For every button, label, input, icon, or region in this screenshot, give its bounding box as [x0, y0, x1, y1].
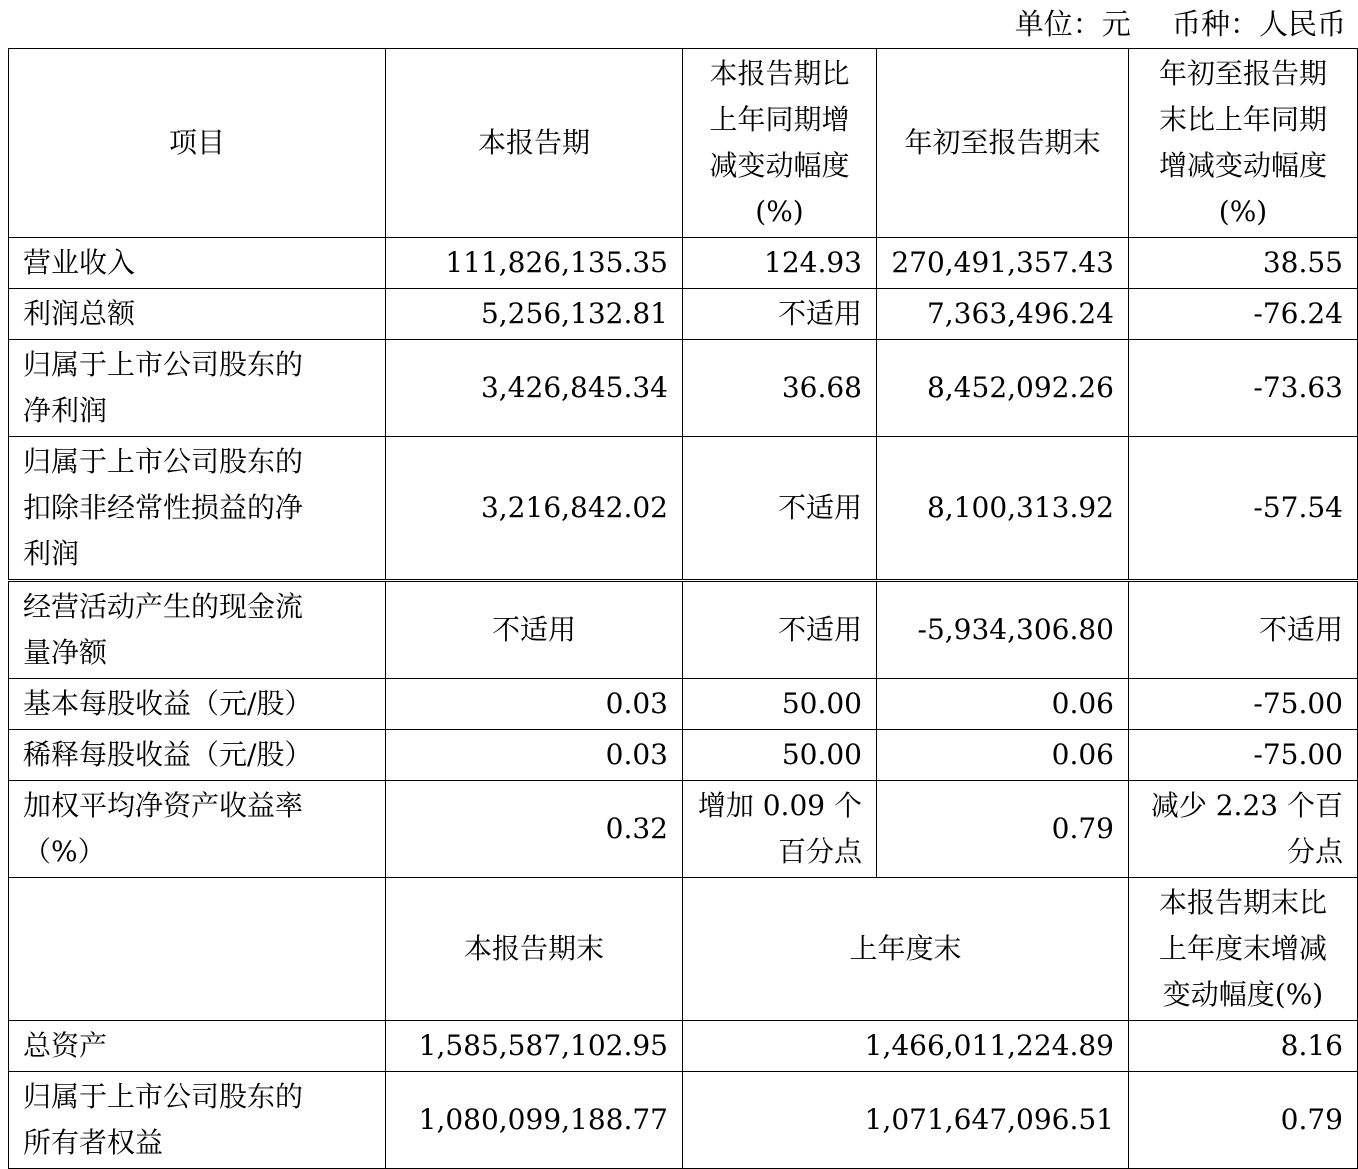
- cell-text: 增减变动幅度: [1158, 149, 1327, 182]
- row-ytd-change: [1129, 340, 1358, 437]
- row-ytd-change: [1129, 238, 1358, 289]
- cell-text: 270,491,357.43: [891, 246, 1114, 279]
- row-current: [386, 289, 683, 340]
- cell-text: 38.55: [1262, 246, 1343, 279]
- row-ytd: [877, 289, 1129, 340]
- cell-text: -57.54: [1253, 491, 1343, 524]
- table-row: [9, 437, 1358, 581]
- row-current-change: [683, 238, 877, 289]
- cell-text: 不适用: [1258, 613, 1343, 646]
- cell-text: 基本每股收益（元/股）: [23, 687, 313, 720]
- cell-text: 经营活动产生的现金流: [23, 590, 304, 623]
- cell-text: 净利润: [23, 394, 108, 427]
- cell-text: 8.16: [1280, 1029, 1343, 1062]
- row-current-change: [683, 730, 877, 781]
- row-current-change: [683, 581, 877, 679]
- table-row: [9, 679, 1358, 730]
- row-current-change: [683, 437, 877, 581]
- header2-change: [1129, 878, 1358, 1021]
- row-label: [9, 581, 386, 679]
- cell-text: 上年度末: [849, 932, 962, 965]
- cell-text: 1,071,647,096.51: [864, 1103, 1114, 1136]
- row-current: [386, 340, 683, 437]
- cell-text: 不适用: [491, 613, 576, 646]
- cell-text: 0.32: [605, 812, 668, 845]
- cell-text: 不适用: [777, 491, 862, 524]
- cell-text: 减变动幅度: [709, 149, 850, 182]
- cell-text: 0.79: [1051, 812, 1114, 845]
- table-body: [9, 49, 1358, 1169]
- row-current-change: [683, 781, 877, 878]
- row-label: [9, 781, 386, 878]
- row-current-change: [683, 340, 877, 437]
- cell-text: 50.00: [781, 738, 862, 771]
- cell-text: (%): [1218, 195, 1268, 228]
- table-row: [9, 340, 1358, 437]
- row-current: [386, 437, 683, 581]
- row-label: [9, 1021, 386, 1072]
- table-row: [9, 1021, 1358, 1072]
- cell-text: 5,256,132.81: [480, 297, 668, 330]
- cell-text: 不适用: [777, 297, 862, 330]
- row-ytd-change: [1129, 730, 1358, 781]
- cell-text: 0.06: [1051, 687, 1114, 720]
- cell-text: 分点: [1286, 835, 1343, 868]
- row-period-end: [386, 1021, 683, 1072]
- cell-text: 百分点: [777, 835, 862, 868]
- cell-text: 0.03: [605, 738, 668, 771]
- unit-currency-note: [1015, 4, 1346, 44]
- cell-text: 本报告期: [477, 126, 590, 159]
- table-row: [9, 238, 1358, 289]
- cell-text: 36.68: [781, 371, 862, 404]
- table-row: [9, 581, 1358, 679]
- row-ytd: [877, 581, 1129, 679]
- cell-text: 上年同期增: [709, 103, 850, 136]
- row-ytd-change: [1129, 289, 1358, 340]
- row-current: [386, 581, 683, 679]
- financial-data-table: [8, 48, 1358, 1169]
- row-ytd: [877, 340, 1129, 437]
- row-ytd: [877, 730, 1129, 781]
- cell-text: -75.00: [1253, 738, 1343, 771]
- cell-text: 124.93: [764, 246, 862, 279]
- row-current-change: [683, 679, 877, 730]
- cell-text: 稀释每股收益（元/股）: [23, 738, 313, 771]
- row-current: [386, 730, 683, 781]
- row-label: [9, 437, 386, 581]
- cell-text: -75.00: [1253, 687, 1343, 720]
- cell-text: 1,585,587,102.95: [418, 1029, 668, 1062]
- row-period-end: [386, 1072, 683, 1169]
- cell-text: 加权平均净资产收益率: [23, 789, 304, 822]
- row-ytd-change: [1129, 581, 1358, 679]
- header-ytd: [877, 49, 1129, 238]
- row-change: [1129, 1021, 1358, 1072]
- cell-text: -5,934,306.80: [917, 613, 1114, 646]
- header-current: [386, 49, 683, 238]
- cell-text: 总资产: [23, 1029, 108, 1062]
- cell-text: 项目: [168, 126, 225, 159]
- row-current-change: [683, 289, 877, 340]
- header-item: [9, 49, 386, 238]
- cell-text: 年初至报告期末: [904, 126, 1101, 159]
- row-label: [9, 238, 386, 289]
- cell-text: 末比上年同期: [1158, 103, 1327, 136]
- row-ytd: [877, 781, 1129, 878]
- row-label: [9, 289, 386, 340]
- row-ytd-change: [1129, 437, 1358, 581]
- row-current: [386, 679, 683, 730]
- row-ytd: [877, 679, 1129, 730]
- cell-text: -76.24: [1253, 297, 1343, 330]
- cell-text: 7,363,496.24: [926, 297, 1114, 330]
- table-row: [9, 1072, 1358, 1169]
- cell-text: 归属于上市公司股东的: [23, 445, 304, 478]
- row-current: [386, 781, 683, 878]
- cell-text: 扣除非经常性损益的净: [23, 491, 304, 524]
- cell-text: （%）: [23, 835, 106, 868]
- cell-text: 0.79: [1280, 1103, 1343, 1136]
- cell-text: 3,426,845.34: [480, 371, 668, 404]
- row-ytd: [877, 238, 1129, 289]
- cell-text: 3,216,842.02: [480, 491, 668, 524]
- cell-text: 本报告期末比: [1158, 886, 1327, 919]
- row-prior-year-end: [683, 1072, 1129, 1169]
- cell-text: 0.03: [605, 687, 668, 720]
- cell-text: 8,452,092.26: [926, 371, 1114, 404]
- table-row: [9, 289, 1358, 340]
- cell-text: 本报告期比: [709, 57, 850, 90]
- row-label: [9, 340, 386, 437]
- row-label: [9, 1072, 386, 1169]
- cell-text: 归属于上市公司股东的: [23, 1080, 304, 1113]
- cell-text: 1,466,011,224.89: [864, 1029, 1114, 1062]
- cell-text: 利润: [23, 537, 80, 570]
- cell-text: (%): [755, 195, 804, 228]
- cell-text: 1,080,099,188.77: [418, 1103, 668, 1136]
- header2-row: [9, 878, 1358, 1021]
- cell-text: 50.00: [781, 687, 862, 720]
- unit-label: 单位：元: [1014, 7, 1131, 41]
- header2-prior-year-end: [683, 878, 1129, 1021]
- header-current-change: [683, 49, 877, 238]
- cell-text: 变动幅度(%): [1162, 978, 1324, 1011]
- cell-text: 利润总额: [23, 297, 136, 330]
- row-ytd: [877, 437, 1129, 581]
- cell-text: 8,100,313.92: [926, 491, 1114, 524]
- cell-text: -73.63: [1253, 371, 1343, 404]
- cell-text: 所有者权益: [23, 1126, 164, 1159]
- cell-text: 本报告期末: [463, 932, 604, 965]
- row-ytd-change: [1129, 679, 1358, 730]
- row-label: [9, 679, 386, 730]
- cell-text: 0.06: [1051, 738, 1114, 771]
- cell-text: 111,826,135.35: [445, 246, 668, 279]
- table-row: [9, 781, 1358, 878]
- header2-blank: [9, 878, 386, 1021]
- cell-text: 归属于上市公司股东的: [23, 348, 304, 381]
- row-prior-year-end: [683, 1021, 1129, 1072]
- cell-text: 年初至报告期: [1158, 57, 1327, 90]
- row-ytd-change: [1129, 781, 1358, 878]
- header2-period-end: [386, 878, 683, 1021]
- cell-text: 量净额: [23, 636, 108, 669]
- row-current: [386, 238, 683, 289]
- header-ytd-change: [1129, 49, 1358, 238]
- row-change: [1129, 1072, 1358, 1169]
- cell-text: 增加 0.09 个: [697, 789, 862, 822]
- table-row: [9, 730, 1358, 781]
- row-label: [9, 730, 386, 781]
- cell-text: 营业收入: [23, 246, 136, 279]
- cell-text: 不适用: [777, 613, 862, 646]
- currency-label: 币种：人民币: [1171, 7, 1346, 41]
- cell-text: 减少 2.23 个百: [1150, 789, 1343, 822]
- header-row: [9, 49, 1358, 238]
- cell-text: 上年度末增减: [1158, 932, 1327, 965]
